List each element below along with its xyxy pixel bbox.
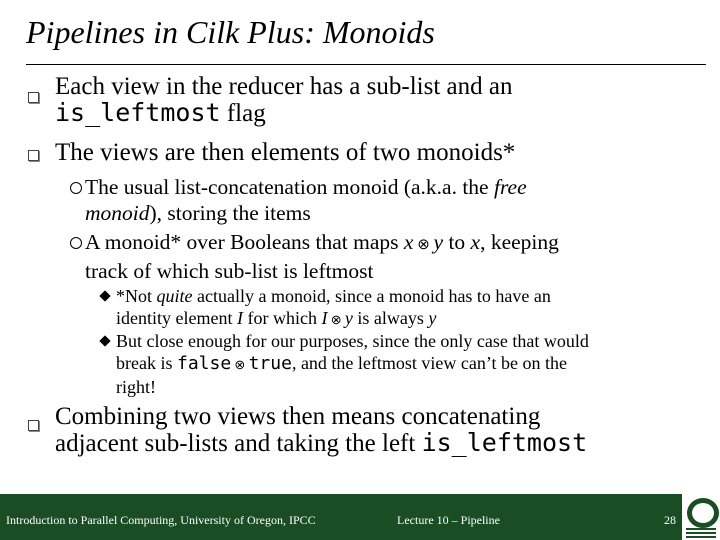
square-bullet-icon [28, 420, 39, 431]
bullet-2-line-1: The views are then elements of two monoids* [55, 139, 516, 166]
bullet-1-line-1: Each view in the reducer has a sub-list and an [55, 73, 513, 100]
subbullet-1-line-2: monoid), storing the items [85, 201, 311, 225]
square-bullet-icon [28, 92, 39, 103]
note-2-line-3: right! [116, 377, 156, 397]
note-1-line-2: identity element I for which I ⊗ y is always y [116, 308, 437, 328]
ring-bullet-icon [70, 182, 82, 194]
slide-title: Pipelines in Cilk Plus: Monoids [26, 14, 435, 50]
slide-footer [0, 494, 720, 540]
bullet-1-line-2: is_leftmost flag [55, 98, 266, 127]
subbullet-2-line-2: track of which sub-list is leftmost [85, 259, 374, 283]
bullet-3-line-2: adjacent sub-lists and taking the left is_leftmost [55, 428, 588, 457]
title-rule [26, 64, 706, 65]
code-is-leftmost: is_leftmost [55, 98, 221, 127]
bullet-3-line-1: Combining two views then means concatenating [55, 403, 541, 430]
page-number: 28 [664, 513, 676, 527]
diamond-bullet-icon [99, 290, 110, 301]
code-true: true [248, 353, 292, 374]
code-false: false [176, 353, 232, 374]
university-logo-icon [682, 494, 720, 540]
note-1-line-1: *Not quite actually a monoid, since a monoid has to have an [116, 286, 551, 306]
square-bullet-icon [28, 150, 39, 161]
diamond-bullet-icon [99, 335, 110, 346]
footer-lecture: Lecture 10 – Pipeline [397, 513, 500, 527]
footer-course: Introduction to Parallel Computing, University of Oregon, IPCC [6, 513, 316, 527]
subbullet-2-line-1: A monoid* over Booleans that maps x ⊗ y to x, keeping [85, 230, 559, 254]
note-2-line-1: But close enough for our purposes, since the only case that would [116, 331, 589, 351]
code-is-leftmost: is_leftmost [421, 428, 588, 457]
note-2-line-2: break is false ⊗ true, and the leftmost view can’t be on the [116, 353, 568, 374]
ring-bullet-icon [70, 237, 82, 249]
subbullet-1-line-1: The usual list-concatenation monoid (a.k.a. the free [85, 175, 527, 199]
